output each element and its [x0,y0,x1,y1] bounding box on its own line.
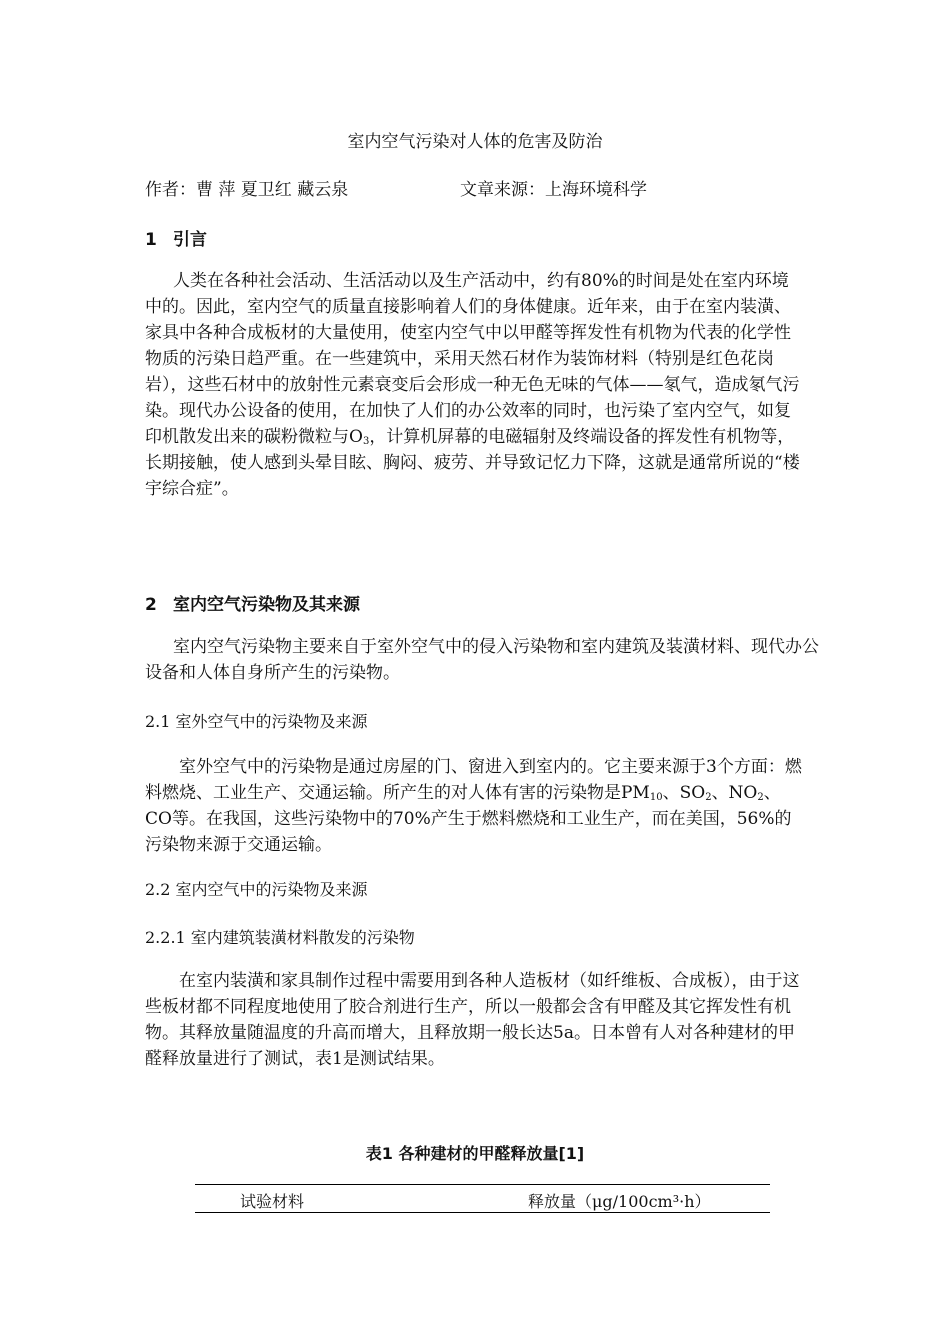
byline [145,175,647,200]
intro-text-b: ，计算机屏幕的电磁辐射及终端设备的挥发性有机物等，长期接触，使人感到头晕目眩、胸闷、疲劳、并导致记忆力下降，这就是通常所说的“楼宇综合症”。 [145,427,800,499]
table-caption: 表1 各种建材的甲醛释放量[1] [365,1144,585,1163]
section-title: 室内空气污染物及其来源 [173,595,360,615]
subsection-2-2-heading: 2.2 室内空气中的污染物及来源 [145,880,368,899]
authors: 作者：曹 萍 夏卫红 藏云泉 [145,180,349,200]
p21-text-c: 、NO [711,783,758,803]
p21-text-b: 、SO [662,783,706,803]
subsection-2-1-heading: 2.1 室外空气中的污染物及来源 [145,712,368,731]
subsection-2-1-paragraph [145,754,805,858]
document-title: 室内空气污染对人体的危害及防治 [347,132,603,152]
o3-subscript: 3 [362,436,370,447]
no2-subscript: 2 [757,792,764,803]
table-header-material: 试验材料 [240,1192,305,1211]
p21-text-a: 室外空气中的污染物是通过房屋的门、窗进入到室内的。它主要来源于3个方面：燃料燃烧、工业生产、交通运输。所产生的对人体有害的污染物是PM [145,757,802,803]
section-title: 引言 [173,230,207,250]
table-1 [195,1184,770,1213]
subsection-2-2-1-paragraph: 在室内装潢和家具制作过程中需要用到各种人造板材（如纤维板、合成板），由于这些板材都不同程度地使用了胶合剂进行生产，所以一般都会含有甲醛及其它挥发性有机物。其释放量随温度的升高而增大，且释放期一般长达5a。日本曾有人对各种建材的甲醛释放量进行了测试，表1是测试结果。 [145,971,800,1069]
so2-subscript: 2 [705,792,712,803]
section-2-paragraph: 室内空气污染物主要来自于室外空气中的侵入污染物和室内建筑及装潢材料、现代办公设备和人体自身所产生的污染物。 [145,637,819,683]
intro-text-a: 人类在各种社会活动、生活活动以及生产活动中，约有80%的时间是处在室内环境中的。因此，室内空气的质量直接影响着人们的身体健康。近年来，由于在室内装潢、家具中各种合成板材的大量使用，使室内空气中以甲醛等挥发性有机物为代表的化学性物质的污染日趋严重。在一些建筑中，采用天然石材作为装饰材料（特别是红色花岗岩），这些石材中的放射性元素衰变后会形成一种无色无味的气体——氡气，造成氡气污染。现代办公设备的使用，在加快了人们的办公效率的同时，也污染了室内空气，如复印机散发出来的碳粉微粒与O [145,271,800,447]
pm10-subscript: 10 [649,792,663,803]
table-header-release: 释放量（μg/100cm³·h） [528,1192,711,1211]
section-number: 2 [145,595,157,615]
section-1-heading [145,225,207,250]
intro-paragraph [145,268,805,502]
article-source: 文章来源：上海环境科学 [460,180,647,200]
subsection-2-2-1-heading: 2.2.1 室内建筑装潢材料散发的污染物 [145,928,415,947]
section-2-heading [145,590,360,615]
section-number: 1 [145,230,157,250]
p21-text-d: 、CO等。在我国，这些污染物中的70%产生于燃料燃烧和工业生产，而在美国，56%的污染物来源于交通运输。 [145,783,792,855]
